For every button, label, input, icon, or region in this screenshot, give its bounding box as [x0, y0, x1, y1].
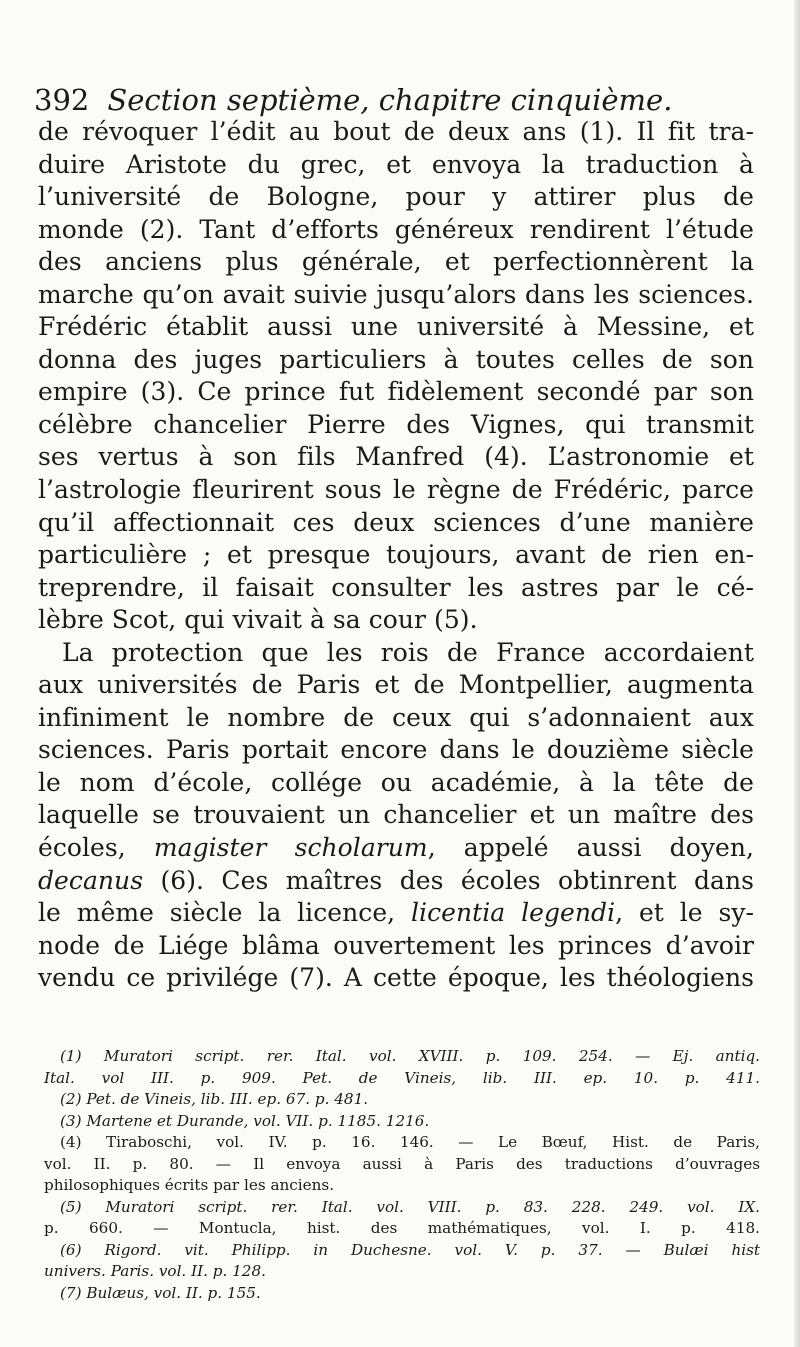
page-number: 392	[34, 83, 90, 117]
text-line: particulière ; et presque toujours, avant de rien en-	[38, 540, 754, 570]
paragraph-start-line: La protection que les rois de France accordaient	[62, 637, 754, 667]
text-line: sciences. Paris portait encore dans le douzième siècle	[38, 735, 754, 765]
footnote-line: p. 660. — Montucla, hist. des mathématiques, vol. I. p. 418.	[44, 1219, 760, 1237]
text-line: empire (3). Ce prince fut fidèlement secondé par son	[38, 377, 754, 407]
text-line: célèbre chancelier Pierre des Vignes, qui transmit	[38, 409, 754, 439]
text-line: l’astrologie fleurirent sous le règne de Frédéric, parce	[38, 475, 754, 505]
paragraph-end-line: lèbre Scot, qui vivait à sa cour (5).	[38, 605, 478, 635]
latin-term: magister scholarum	[153, 833, 428, 863]
text-line: qu’il affectionnait ces deux sciences d’une manière	[38, 507, 754, 537]
text-line: l’université de Bologne, pour y attirer plus de	[38, 182, 754, 212]
text-line: donna des juges particuliers à toutes celles de son	[38, 344, 754, 374]
footnote-line: (4) Tiraboschi, vol. IV. p. 16. 146. — Le Bœuf, Hist. de Paris,	[60, 1133, 760, 1151]
footnotes	[44, 1046, 760, 1304]
running-title: Section septième, chapitre cinquième.	[107, 83, 673, 117]
text-line: treprendre, il faisait consulter les astres par le cé-	[38, 572, 754, 602]
text-line: laquelle se trouvaient un chancelier et un maître des	[38, 800, 754, 830]
text-line: marche qu’on avait suivie jusqu’alors dans les sciences.	[38, 279, 754, 309]
text-segment: (6). Ces maîtres des écoles obtinrent dans	[143, 865, 754, 895]
footnote-line: vol. II. p. 80. — Il envoya aussi à Paris des traductions d’ouvrages	[44, 1154, 760, 1173]
footnote-line: Ital. vol III. p. 909. Pet. de Vineis, lib. III. ep. 10. p. 411.	[44, 1068, 760, 1087]
text-line: aux universités de Paris et de Montpellier, augmenta	[38, 670, 754, 700]
footnote-line: (6) Rigord. vit. Philipp. in Duchesne. vol. V. p. 37. — Bulæi hist	[60, 1240, 760, 1259]
text-line: le nom d’école, collége ou académie, à la tête de	[38, 767, 754, 797]
footnote-line: (1) Muratori script. rer. Ital. vol. XVIII. p. 109. 254. — Ej. antiq.	[60, 1047, 760, 1065]
text-segment: , appelé aussi doyen,	[427, 833, 754, 863]
text-line: de révoquer l’édit au bout de deux ans (1). Il fit tra-	[38, 117, 754, 146]
text-segment: le même siècle la licence,	[38, 898, 396, 928]
latin-term: decanus	[38, 865, 144, 895]
text-line: duire Aristote du grec, et envoya la traduction à	[38, 149, 754, 179]
footnote-line: (2) Pet. de Vineis, lib. III. ep. 67. p. 481.	[60, 1090, 369, 1108]
text-line: infiniment le nombre de ceux qui s’adonnaient aux	[38, 702, 754, 732]
text-line: vendu ce privilége (7). A cette époque, les théologiens	[38, 963, 754, 993]
footnote-line: univers. Paris. vol. II. p. 128.	[44, 1262, 266, 1280]
footnote-line: (5) Muratori script. rer. Ital. vol. VIII. p. 83. 228. 249. vol. IX.	[60, 1197, 760, 1216]
text-line	[38, 865, 754, 898]
footnote-line: (3) Martene et Durande, vol. VII. p. 1185. 1216.	[60, 1111, 430, 1130]
text-line: node de Liége blâma ouvertement les princes d’avoir	[38, 930, 754, 960]
body-text	[38, 116, 754, 995]
latin-term: licentia legendi	[411, 898, 616, 928]
text-segment: écoles,	[38, 833, 126, 863]
page-edge-shadow	[794, 0, 800, 1347]
text-line: Frédéric établit aussi une université à Messine, et	[38, 312, 754, 342]
text-segment: , et le sy-	[615, 898, 754, 928]
footnote-line: philosophiques écrits par les anciens.	[44, 1176, 335, 1194]
text-line: ses vertus à son fils Manfred (4). L’astronomie et	[38, 442, 754, 472]
footnote-line: (7) Bulæus, vol. II. p. 155.	[60, 1283, 261, 1302]
text-line: monde (2). Tant d’efforts généreux rendirent l’étude	[38, 214, 754, 244]
text-line	[38, 832, 754, 865]
running-head	[34, 80, 754, 120]
text-line	[38, 897, 754, 930]
text-line: des anciens plus générale, et perfectionnèrent la	[38, 247, 754, 277]
